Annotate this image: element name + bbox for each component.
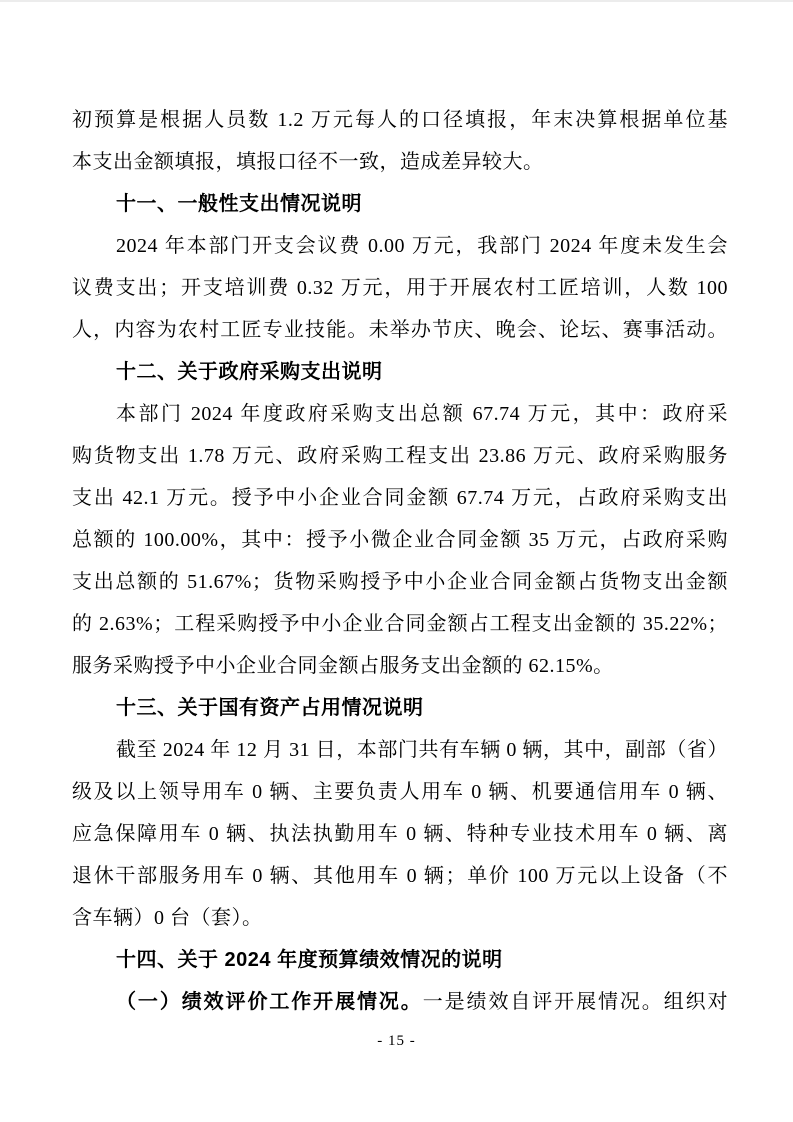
page-top-edge: [0, 0, 793, 2]
body-line: [72, 141, 728, 183]
text-segment: 初预算是根据人员数 1.2 万元每人的口径填报，年末决算根据单位基: [72, 109, 728, 131]
body-line: [72, 267, 728, 309]
text-segment: 总额的 100.00%，其中：授予小微企业合同金额 35 万元，占政府采购: [72, 529, 728, 551]
bold-text-segment: 十一、一般性支出情况说明: [116, 193, 362, 215]
body-line: [72, 855, 728, 897]
section-heading-12: [72, 351, 728, 393]
section-heading-14: [72, 939, 728, 981]
text-segment: 的 2.63%；工程采购授予中小企业合同金额占工程支出金额的 35.22%；: [72, 613, 728, 635]
text-segment: 支出总额的 51.67%；货物采购授予中小企业合同金额占货物支出金额: [72, 571, 728, 593]
body-line: [72, 645, 728, 687]
text-segment: 本支出金额填报，填报口径不一致，造成差异较大。: [72, 151, 544, 173]
body-line: [72, 435, 728, 477]
body-line: [72, 225, 728, 267]
body-line: [72, 981, 728, 1023]
bold-text-segment: 十四、关于 2024 年度预算绩效情况的说明: [116, 949, 503, 971]
body-line: [72, 897, 728, 939]
text-segment: 应急保障用车 0 辆、执法执勤用车 0 辆、特种专业技术用车 0 辆、离: [72, 823, 728, 845]
bold-text-segment: 十二、关于政府采购支出说明: [116, 361, 383, 383]
section-heading-13: [72, 687, 728, 729]
body-line: [72, 771, 728, 813]
text-segment: 一是绩效自评开展情况。组织对: [422, 991, 728, 1013]
text-segment: 议费支出；开支培训费 0.32 万元，用于开展农村工匠培训，人数 100: [72, 277, 728, 299]
body-line: [72, 813, 728, 855]
text-segment: 截至 2024 年 12 月 31 日，本部门共有车辆 0 辆，其中，副部（省）: [116, 739, 728, 761]
text-segment: 退休干部服务用车 0 辆、其他用车 0 辆；单价 100 万元以上设备（不: [72, 865, 728, 887]
body-line: [72, 519, 728, 561]
body-line: [72, 603, 728, 645]
section-heading-11: [72, 183, 728, 225]
body-line: [72, 393, 728, 435]
bold-text-segment: （一）绩效评价工作开展情况。: [116, 991, 423, 1013]
text-segment: 服务采购授予中小企业合同金额占服务支出金额的 62.15%。: [72, 655, 614, 677]
bold-text-segment: 十三、关于国有资产占用情况说明: [116, 697, 424, 719]
text-segment: 2024 年本部门开支会议费 0.00 万元，我部门 2024 年度未发生会: [116, 235, 728, 257]
text-segment: 级及以上领导用车 0 辆、主要负责人用车 0 辆、机要通信用车 0 辆、: [72, 781, 728, 803]
text-segment: 人，内容为农村工匠专业技能。未举办节庆、晚会、论坛、赛事活动。: [72, 319, 728, 341]
text-segment: 支出 42.1 万元。授予中小企业合同金额 67.74 万元，占政府采购支出: [72, 487, 728, 509]
body-line: [72, 729, 728, 771]
text-segment: 本部门 2024 年度政府采购支出总额 67.74 万元，其中：政府采: [116, 403, 728, 425]
body-line: [72, 477, 728, 519]
page-number: - 15 -: [377, 1033, 416, 1049]
text-segment: 购货物支出 1.78 万元、政府采购工程支出 23.86 万元、政府采购服务: [72, 445, 728, 467]
body-line: [72, 309, 728, 351]
body-line: [72, 99, 728, 141]
text-segment: 含车辆）0 台（套）。: [72, 907, 263, 929]
document-body: [72, 99, 728, 1023]
body-line: [72, 561, 728, 603]
